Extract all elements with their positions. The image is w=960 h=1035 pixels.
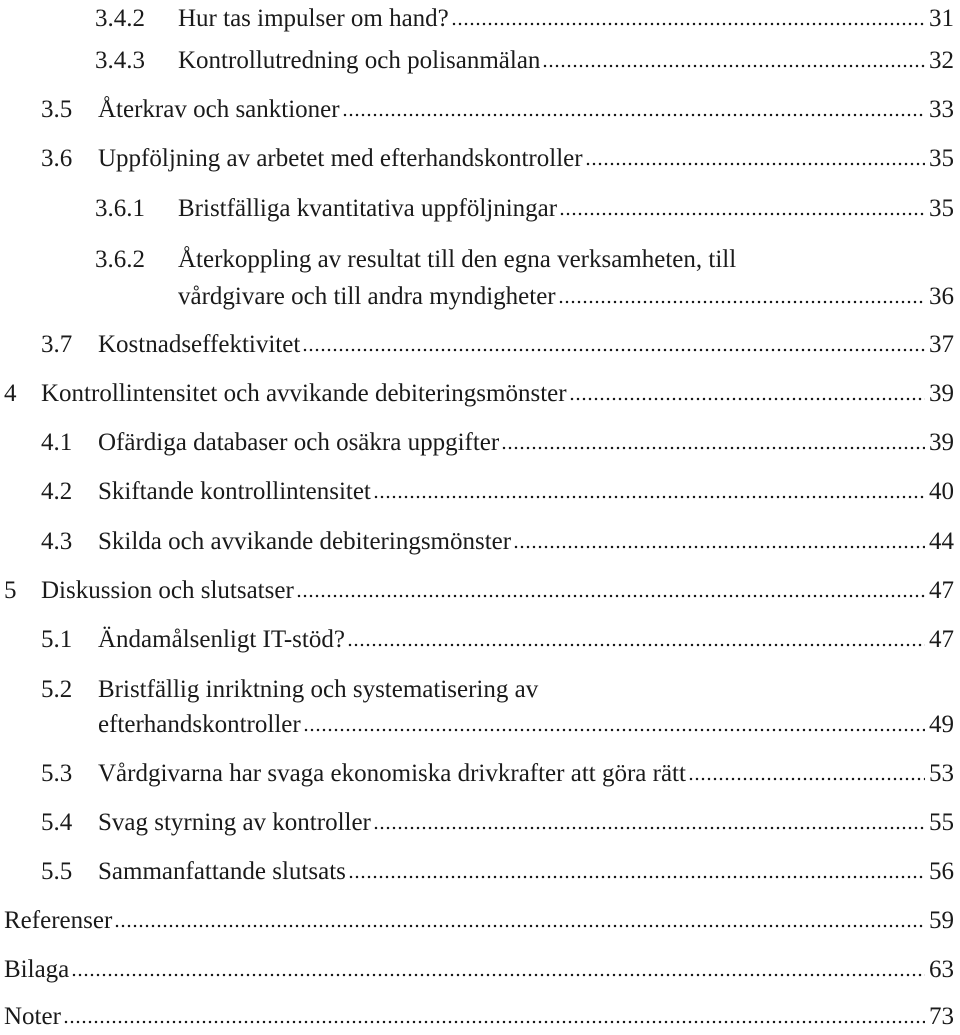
dot-leader	[302, 331, 925, 353]
toc-entry-page: 33	[929, 96, 954, 123]
dot-leader	[688, 760, 925, 782]
dot-leader	[559, 195, 925, 217]
dot-leader	[347, 626, 925, 648]
toc-entry-title: Kostnadseffektivitet	[98, 331, 301, 358]
dot-leader	[373, 478, 925, 500]
dot-leader	[303, 711, 925, 733]
dot-leader	[542, 47, 925, 69]
toc-entry-page: 36	[929, 283, 954, 310]
toc-entry-page: 35	[929, 145, 954, 172]
toc-entry-page: 53	[929, 760, 954, 787]
toc-entry-page: 40	[929, 478, 954, 505]
dot-leader	[373, 809, 925, 831]
toc-entry-number: 4.2	[41, 478, 73, 505]
toc-entry-title: Diskussion och slutsatser	[41, 577, 294, 604]
toc-entry-title: Bristfälliga kvantitativa uppföljningar	[178, 195, 558, 222]
toc-entry-page: 49	[929, 711, 954, 738]
toc-entry-title: Uppföljning av arbetet med efterhandskontroller	[98, 145, 583, 172]
toc-entry-page: 47	[929, 626, 954, 653]
dot-leader	[501, 429, 925, 451]
toc-entry-number: 5.4	[41, 809, 73, 836]
toc-entry-number: 5	[4, 577, 17, 604]
toc-entry-title: Referenser	[4, 907, 113, 934]
toc-entry-title: vårdgivare och till andra myndigheter	[178, 283, 556, 310]
toc-entry-page: 63	[929, 956, 954, 983]
toc-entry-number: 5.3	[41, 760, 73, 787]
dot-leader	[451, 5, 925, 27]
toc-entry-title: Återkrav och sanktioner	[98, 96, 340, 123]
toc-entry-title: Ändamålsenligt IT-stöd?	[98, 626, 345, 653]
toc-entry-title-line1: Bristfällig inriktning och systematisering av	[98, 676, 539, 703]
toc-entry-number: 3.4.2	[95, 5, 145, 32]
toc-entry-number: 3.6	[41, 145, 73, 172]
toc-entry-page: 47	[929, 577, 954, 604]
toc-entry-number: 4.3	[41, 528, 73, 555]
toc-entry-title: Svag styrning av kontroller	[98, 809, 371, 836]
toc-entry-title: Hur tas impulser om hand?	[178, 5, 449, 32]
toc-entry-title: efterhandskontroller	[98, 711, 301, 738]
dot-leader	[569, 380, 925, 402]
toc-entry-title: Skilda och avvikande debiteringsmönster	[98, 528, 512, 555]
toc-entry-page: 59	[929, 907, 954, 934]
toc-entry-page: 39	[929, 429, 954, 456]
toc-entry-page: 44	[929, 528, 954, 555]
toc-entry-page: 35	[929, 195, 954, 222]
toc-entry-title: Kontrollutredning och polisanmälan	[178, 47, 541, 74]
toc-entry-title: Ofärdiga databaser och osäkra uppgifter	[98, 429, 500, 456]
dot-leader	[296, 577, 925, 599]
toc-entry-number: 5.2	[41, 676, 73, 703]
toc-entry-title-line1: Återkoppling av resultat till den egna verksamheten, till	[178, 246, 737, 273]
toc-entry-page: 32	[929, 47, 954, 74]
dot-leader	[348, 858, 925, 880]
toc-entry-page: 55	[929, 809, 954, 836]
toc-entry-number: 5.5	[41, 858, 73, 885]
toc-entry-number: 5.1	[41, 626, 73, 653]
toc-entry-page: 31	[929, 5, 954, 32]
toc-entry-title: Vårdgivarna har svaga ekonomiska drivkrafter att göra rätt	[98, 760, 686, 787]
dot-leader	[342, 96, 925, 118]
toc-entry-title: Bilaga	[4, 956, 70, 983]
toc-entry-title: Noter	[4, 1003, 61, 1030]
toc-entry-title: Skiftande kontrollintensitet	[98, 478, 371, 505]
toc-entry-page: 56	[929, 858, 954, 885]
dot-leader	[513, 528, 925, 550]
toc-entry-number: 4	[4, 380, 17, 407]
toc-entry-page: 37	[929, 331, 954, 358]
toc-entry-number: 3.6.2	[95, 246, 145, 273]
dot-leader	[71, 956, 925, 978]
dot-leader	[114, 907, 925, 929]
toc-entry-number: 3.5	[41, 96, 73, 123]
toc-entry-number: 3.7	[41, 331, 73, 358]
dot-leader	[585, 145, 925, 167]
toc-entry-number: 3.6.1	[95, 195, 145, 222]
toc-entry-title: Kontrollintensitet och avvikande debiteringsmönster	[41, 380, 567, 407]
toc-entry-title: Sammanfattande slutsats	[98, 858, 346, 885]
dot-leader	[63, 1003, 925, 1025]
toc-entry-page: 73	[929, 1003, 954, 1030]
dot-leader	[558, 283, 925, 305]
toc-entry-number: 4.1	[41, 429, 73, 456]
toc-entry-number: 3.4.3	[95, 47, 145, 74]
toc-entry-page: 39	[929, 380, 954, 407]
